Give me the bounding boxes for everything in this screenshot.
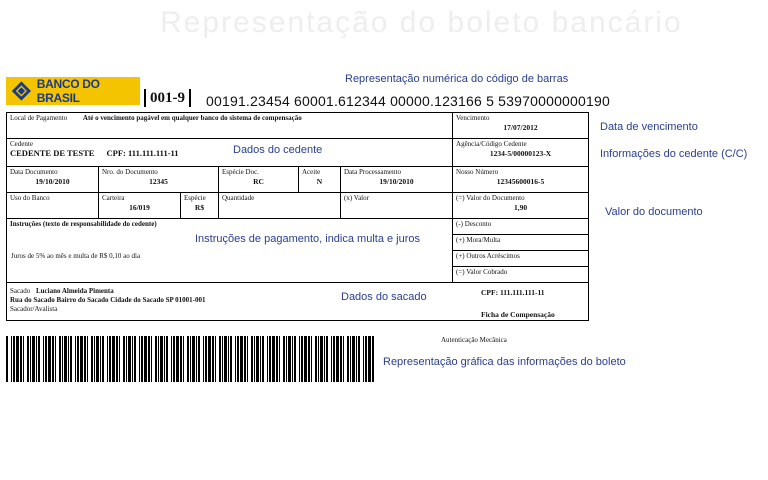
barcode-bar bbox=[267, 336, 268, 382]
sacado-avalista: Sacador/Avalista bbox=[10, 305, 58, 313]
barcode-bar bbox=[173, 336, 175, 382]
annotation-cedente-data: Dados do cedente bbox=[233, 144, 323, 156]
barcode-bar bbox=[183, 336, 184, 382]
vencimento-label: Vencimento bbox=[456, 114, 490, 122]
barcode-bar bbox=[84, 336, 86, 382]
data-documento-value: 19/10/2010 bbox=[35, 177, 70, 186]
cedente-value bbox=[10, 149, 449, 158]
barcode-bar bbox=[224, 336, 227, 382]
data-processamento-label: Data Processamento bbox=[344, 168, 401, 176]
barcode-bar bbox=[30, 336, 31, 382]
agencia-value: 1234-5/00000123-X bbox=[489, 149, 552, 158]
data-processamento-cell bbox=[341, 167, 453, 193]
barcode-bar bbox=[94, 336, 95, 382]
barcode-bar bbox=[23, 336, 24, 382]
local-pagamento-cell bbox=[7, 113, 453, 139]
barcode-bar bbox=[294, 336, 296, 382]
barcode-bar bbox=[219, 336, 221, 382]
barcode-bar bbox=[208, 336, 211, 382]
barcode-bar bbox=[64, 336, 67, 382]
barcode-bar bbox=[70, 336, 72, 382]
barcode-bar bbox=[301, 336, 303, 382]
barcode-bar bbox=[158, 336, 159, 382]
uso-banco-label: Uso do Banco bbox=[10, 194, 50, 202]
barcode-bar bbox=[215, 336, 216, 382]
barcode-bar bbox=[112, 336, 115, 382]
barcode-bar bbox=[320, 336, 323, 382]
barcode-bar bbox=[326, 336, 328, 382]
instrucoes-label: Instruções (texto de responsabilidade do cedente) bbox=[10, 220, 157, 228]
sacado-address: Rua do Sacado Bairro do Sacado Cidade do Sacado SP 01001-001 bbox=[10, 296, 206, 304]
barcode-bar bbox=[187, 336, 189, 382]
digitable-line: 00191.23454 60001.612344 00000.123166 5 53970000000190 bbox=[206, 93, 610, 109]
barcode-bar bbox=[350, 336, 351, 382]
sacado-label: Sacado bbox=[10, 287, 31, 295]
nosso-numero-cell bbox=[453, 167, 589, 193]
barcode-bar bbox=[365, 336, 367, 382]
barcode-bar bbox=[87, 336, 88, 382]
vencimento-value: 17/07/2012 bbox=[503, 123, 538, 132]
instrucoes-cell bbox=[7, 219, 453, 283]
barcode-bar bbox=[358, 336, 360, 382]
cedente-cpf: CPF: 111.111.111-11 bbox=[106, 148, 179, 158]
barcode-bar bbox=[160, 336, 163, 382]
barcode-bar bbox=[139, 336, 140, 382]
barcode-bar bbox=[336, 336, 339, 382]
numero-documento-label: Nro. do Documento bbox=[102, 168, 158, 176]
barcode-bar bbox=[262, 336, 264, 382]
carteira-label: Carteira bbox=[102, 194, 125, 202]
uso-banco-cell bbox=[7, 193, 99, 219]
barcode-bar bbox=[192, 336, 195, 382]
barcode-bar bbox=[356, 336, 357, 382]
barcode-bar bbox=[48, 336, 51, 382]
barcode-bar bbox=[352, 336, 355, 382]
sacado-cell bbox=[7, 283, 589, 321]
barcode-bar bbox=[240, 336, 243, 382]
especie-cell bbox=[181, 193, 219, 219]
bank-code: 001-9 bbox=[144, 89, 191, 107]
valor-cobrado-cell bbox=[453, 267, 589, 283]
barcode-bar bbox=[228, 336, 229, 382]
valor-documento-value: 1,90 bbox=[513, 203, 528, 212]
annotation-due-date: Data de vencimento bbox=[600, 121, 698, 133]
barcode-bar bbox=[43, 336, 44, 382]
annotation-doc-value: Valor do documento bbox=[605, 206, 703, 218]
barcode-bar bbox=[272, 336, 275, 382]
barcode-bar bbox=[164, 336, 165, 382]
barcode-bar bbox=[372, 336, 374, 382]
desconto-cell bbox=[453, 219, 589, 235]
cedente-cell bbox=[7, 139, 453, 167]
barcode-bar bbox=[324, 336, 325, 382]
barcode-bar bbox=[52, 336, 54, 382]
banco-do-brasil-logo-icon bbox=[10, 79, 33, 103]
data-documento-label: Data Documento bbox=[10, 168, 58, 176]
barcode-bar bbox=[109, 336, 111, 382]
local-pagamento-label: Local de Pagamento bbox=[10, 114, 68, 122]
bank-name: BANCO DO BRASIL bbox=[36, 77, 100, 105]
sacado-name: Luciano Almeida Pimenta bbox=[35, 287, 114, 295]
barcode-bar bbox=[279, 336, 280, 382]
annotation-barcode-numeric: Representação numérica do código de barras bbox=[345, 73, 569, 85]
especie-doc-label: Espécie Doc. bbox=[222, 168, 259, 176]
valor-label: (x) Valor bbox=[344, 194, 369, 202]
barcode-bar bbox=[20, 336, 22, 382]
barcode-bar bbox=[203, 336, 204, 382]
barcode-bar bbox=[260, 336, 261, 382]
data-processamento-value: 19/10/2010 bbox=[379, 177, 414, 186]
annotation-cedente-info: Informações do cedente (C/C) bbox=[600, 148, 748, 160]
barcode-bar bbox=[304, 336, 307, 382]
barcode-bar bbox=[38, 336, 40, 382]
carteira-value: 16/019 bbox=[129, 203, 150, 212]
especie-label: Espécie bbox=[184, 194, 206, 202]
barcode-bar bbox=[32, 336, 35, 382]
barcode-bar bbox=[212, 336, 214, 382]
barcode-bar bbox=[166, 336, 168, 382]
barcode-bar bbox=[331, 336, 332, 382]
barcode-bar bbox=[190, 336, 191, 382]
carteira-cell bbox=[99, 193, 181, 219]
barcode-bar bbox=[132, 336, 133, 382]
nosso-numero-label: Nosso Número bbox=[456, 168, 499, 176]
barcode-bar bbox=[155, 336, 157, 382]
nosso-numero-value: 12345600016-5 bbox=[496, 177, 545, 186]
barcode-bar bbox=[116, 336, 118, 382]
barcode-bar bbox=[123, 336, 125, 382]
outros-acrescimos-cell bbox=[453, 251, 589, 267]
bank-logo bbox=[6, 77, 140, 105]
barcode-bar bbox=[269, 336, 271, 382]
barcode-bar bbox=[102, 336, 104, 382]
barcode-bar bbox=[119, 336, 120, 382]
barcode-bar bbox=[333, 336, 335, 382]
valor-documento-cell bbox=[453, 193, 589, 219]
barcode-bar bbox=[283, 336, 285, 382]
barcode-bar bbox=[13, 336, 15, 382]
especie-value: R$ bbox=[194, 203, 205, 212]
cedente-name: CEDENTE DE TESTE bbox=[10, 148, 95, 158]
barcode-bar bbox=[75, 336, 76, 382]
boleto-form bbox=[6, 112, 589, 321]
barcode-bar bbox=[148, 336, 150, 382]
barcode-bar bbox=[96, 336, 99, 382]
outros-acrescimos-label: (+) Outros Acréscimos bbox=[456, 252, 520, 260]
barcode-bar bbox=[237, 336, 239, 382]
data-documento-cell bbox=[7, 167, 99, 193]
vencimento-cell bbox=[453, 113, 589, 139]
valor-cobrado-label: (=) Valor Cobrado bbox=[456, 268, 508, 276]
barcode-bar bbox=[318, 336, 319, 382]
barcode-bar bbox=[176, 336, 179, 382]
cedente-label: Cedente bbox=[10, 140, 33, 148]
barcode-bar bbox=[235, 336, 236, 382]
barcode-bar bbox=[276, 336, 278, 382]
annotation-payment-instructions: Instruções de pagamento, indica multa e juros bbox=[195, 233, 421, 245]
desconto-label: (-) Desconto bbox=[456, 220, 492, 228]
quantidade-cell bbox=[219, 193, 341, 219]
autenticacao-mecanica: Autenticação Mecânica bbox=[441, 336, 507, 344]
barcode-bar bbox=[68, 336, 69, 382]
barcode-bar bbox=[171, 336, 172, 382]
barcode-bar bbox=[251, 336, 253, 382]
barcode-bar bbox=[363, 336, 364, 382]
barcode-bar bbox=[368, 336, 371, 382]
local-pagamento-value: Até o vencimento pagável em qualquer banco do sistema de compensação bbox=[82, 114, 302, 122]
barcode-bar bbox=[340, 336, 342, 382]
barcode-bar bbox=[288, 336, 291, 382]
faint-header-text: Representação do boleto bancário bbox=[160, 6, 683, 39]
aceite-cell bbox=[299, 167, 341, 193]
barcode-bar bbox=[77, 336, 79, 382]
especie-doc-value: RC bbox=[253, 177, 264, 186]
quantidade-label: Quantidade bbox=[222, 194, 255, 202]
sacado-cpf: CPF: 111.111.111-11 bbox=[481, 288, 545, 297]
barcode-bar bbox=[11, 336, 12, 382]
barcode-bar bbox=[244, 336, 246, 382]
annotation-sacado-data: Dados do sacado bbox=[341, 291, 427, 303]
barcode-bar bbox=[180, 336, 182, 382]
especie-doc-cell bbox=[219, 167, 299, 193]
barcode-bar bbox=[45, 336, 47, 382]
instrucoes-text: Juros de 5% ao mês e multa de R$ 0,10 ao dia bbox=[11, 252, 141, 260]
barcode-bar bbox=[205, 336, 207, 382]
barcode-bar bbox=[230, 336, 232, 382]
barcode-bar bbox=[55, 336, 56, 382]
barcode-bar bbox=[256, 336, 259, 382]
barcode-bar bbox=[311, 336, 312, 382]
barcode-bar bbox=[151, 336, 152, 382]
barcode-bar bbox=[80, 336, 83, 382]
barcode-graphic bbox=[6, 336, 376, 382]
barcode-bar bbox=[347, 336, 349, 382]
barcode-bar bbox=[100, 336, 101, 382]
aceite-value: N bbox=[316, 177, 323, 186]
annotation-barcode-graphic: Representação gráfica das informações do boleto bbox=[383, 356, 626, 368]
barcode-bar bbox=[6, 336, 8, 382]
numero-documento-cell bbox=[99, 167, 219, 193]
barcode-bar bbox=[196, 336, 197, 382]
barcode-bar bbox=[292, 336, 293, 382]
barcode-bar bbox=[315, 336, 317, 382]
barcode-bar bbox=[198, 336, 200, 382]
valor-cell bbox=[341, 193, 453, 219]
barcode-bar bbox=[343, 336, 344, 382]
barcode-bar bbox=[59, 336, 61, 382]
barcode-bar bbox=[27, 336, 29, 382]
barcode-bar bbox=[91, 336, 93, 382]
barcode-bar bbox=[299, 336, 300, 382]
barcode-bar bbox=[286, 336, 287, 382]
barcode-bar bbox=[134, 336, 136, 382]
barcode-bar bbox=[141, 336, 143, 382]
barcode-bar bbox=[308, 336, 310, 382]
numero-documento-value: 12345 bbox=[149, 177, 168, 186]
barcode-bar bbox=[144, 336, 147, 382]
mora-multa-label: (+) Mora/Multa bbox=[456, 236, 501, 244]
barcode-bar bbox=[107, 336, 108, 382]
valor-documento-label: (=) Valor do Documento bbox=[456, 194, 525, 202]
barcode-bar bbox=[254, 336, 255, 382]
agencia-label: Agência/Código Cedente bbox=[456, 140, 527, 148]
barcode-bar bbox=[126, 336, 127, 382]
aceite-label: Aceite bbox=[302, 168, 321, 176]
ficha-compensacao: Ficha de Compensação bbox=[481, 310, 555, 319]
barcode-bar bbox=[36, 336, 37, 382]
barcode-bar bbox=[62, 336, 63, 382]
barcode-bar bbox=[247, 336, 248, 382]
mora-multa-cell bbox=[453, 235, 589, 251]
barcode-bar bbox=[222, 336, 223, 382]
barcode-bar bbox=[128, 336, 131, 382]
barcode-bar bbox=[16, 336, 19, 382]
agencia-cell bbox=[453, 139, 589, 167]
